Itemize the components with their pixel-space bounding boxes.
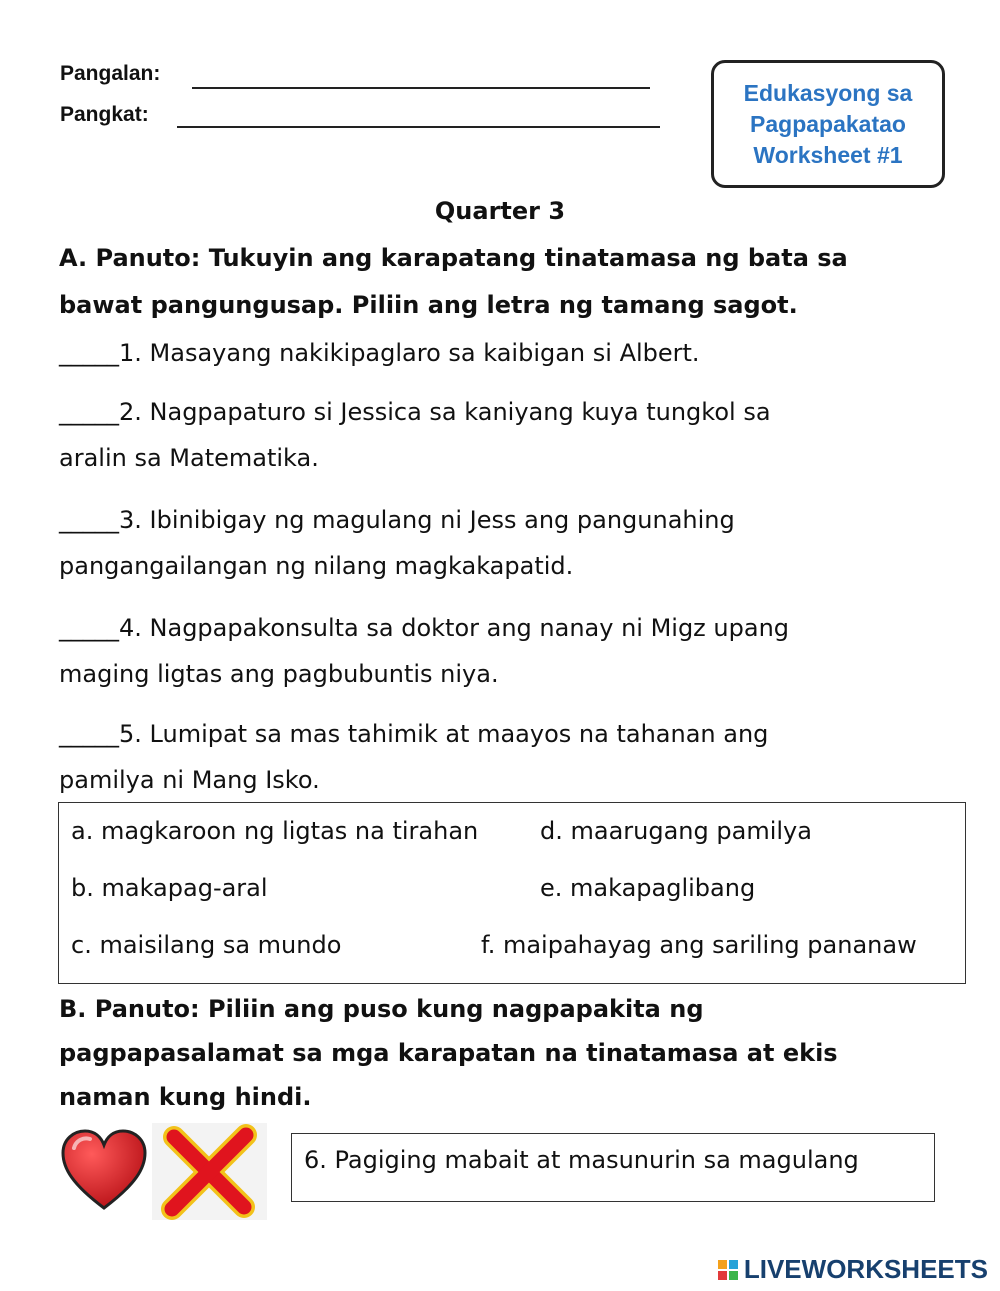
- logo-text: LIVEWORKSHEETS: [743, 1254, 988, 1284]
- group-input-line[interactable]: [177, 126, 660, 128]
- list-item: [59, 711, 768, 803]
- section-b-instruction-line-3: naman kung hindi.: [59, 1083, 312, 1111]
- question-6-box[interactable]: [291, 1133, 935, 1202]
- name-label: Pangalan:: [60, 62, 161, 85]
- cross-icon[interactable]: [152, 1123, 267, 1220]
- question-text: 2. Nagpapaturo si Jessica sa kaniyang kuya tungkol sa: [119, 398, 771, 426]
- choice-f: f. maipahayag ang sariling pananaw: [481, 931, 917, 959]
- title-line-3: Worksheet #1: [753, 141, 903, 168]
- title-line-2: Pagpapakatao: [750, 110, 906, 137]
- choice-a: a. magkaroon ng ligtas na tirahan: [71, 817, 479, 845]
- answer-blank[interactable]: _____: [59, 398, 119, 426]
- list-item: [59, 605, 789, 697]
- section-b-instruction-line-1: B. Panuto: Piliin ang puso kung nagpapakita ng: [59, 995, 704, 1023]
- group-label: Pangkat:: [60, 103, 149, 126]
- question-text-continued: pangangailangan ng nilang magkakapatid.: [59, 552, 574, 580]
- answer-blank[interactable]: _____: [59, 339, 119, 367]
- section-b-instruction-line-2: pagpapasalamat sa mga karapatan na tinatamasa at ekis: [59, 1039, 838, 1067]
- choice-b: b. makapag-aral: [71, 874, 268, 902]
- question-text-continued: pamilya ni Mang Isko.: [59, 766, 320, 794]
- worksheet-title-box: [711, 60, 945, 188]
- question-text: 5. Lumipat sa mas tahimik at maayos na tahanan ang: [119, 720, 769, 748]
- list-item: [59, 389, 771, 481]
- quarter-heading: Quarter 3: [434, 197, 566, 225]
- answer-blank[interactable]: _____: [59, 614, 119, 642]
- answer-blank[interactable]: _____: [59, 506, 119, 534]
- question-text: 4. Nagpapakonsulta sa doktor ang nanay ni Migz upang: [119, 614, 790, 642]
- answer-blank[interactable]: _____: [59, 720, 119, 748]
- choice-e: e. makapaglibang: [540, 874, 756, 902]
- question-6-text: 6. Pagiging mabait at masunurin sa magulang: [304, 1146, 859, 1174]
- section-a-instruction-line-1: A. Panuto: Tukuyin ang karapatang tinatamasa ng bata sa: [59, 244, 848, 272]
- question-text-continued: aralin sa Matematika.: [59, 444, 319, 472]
- list-item: [59, 330, 700, 376]
- section-a-instruction-line-2: bawat pangungusap. Piliin ang letra ng tamang sagot.: [59, 291, 798, 319]
- title-line-1: Edukasyong sa: [743, 79, 913, 106]
- choice-c: c. maisilang sa mundo: [71, 931, 342, 959]
- list-item: [59, 497, 735, 589]
- question-text: 1. Masayang nakikipaglaro sa kaibigan si Albert.: [119, 339, 700, 367]
- liveworksheets-logo: [718, 1254, 988, 1285]
- choice-d: d. maarugang pamilya: [540, 817, 812, 845]
- question-text: 3. Ibinibigay ng magulang ni Jess ang pangunahing: [119, 506, 735, 534]
- heart-icon[interactable]: [60, 1128, 148, 1212]
- name-input-line[interactable]: [192, 87, 650, 89]
- question-text-continued: maging ligtas ang pagbubuntis niya.: [59, 660, 499, 688]
- choices-box: [58, 802, 966, 984]
- logo-icon: [718, 1260, 738, 1280]
